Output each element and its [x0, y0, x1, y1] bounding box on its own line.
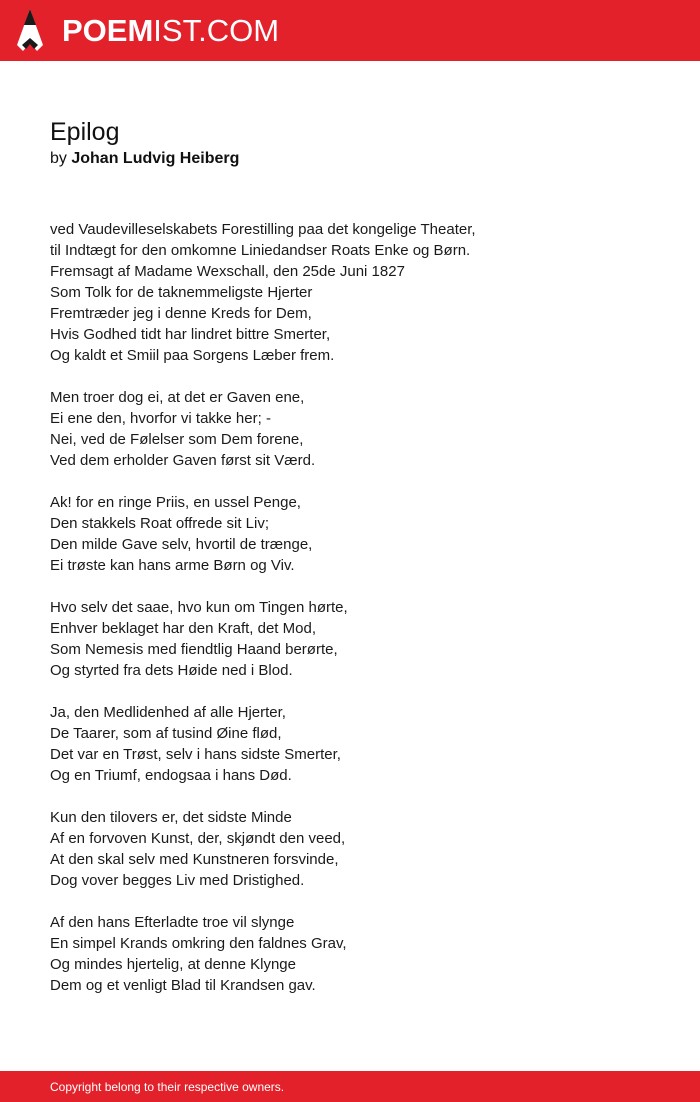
poem-line: Og en Triumf, endogsaa i hans Død.: [50, 767, 292, 784]
site-footer: [0, 1071, 700, 1102]
poem-line: Af den hans Efterladte troe vil slynge: [50, 914, 295, 931]
poem-stanza: [50, 597, 670, 681]
poem-line: Fremsagt af Madame Wexschall, den 25de Juni 1827: [50, 263, 405, 280]
poem-line: til Indtægt for den omkomne Liniedandser Roats Enke og Børn.: [50, 242, 471, 259]
poem-line: Den stakkels Roat offrede sit Liv;: [50, 515, 269, 532]
poem-stanza: [50, 912, 670, 996]
poem-line: Som Tolk for de taknemmeligste Hjerter: [50, 284, 313, 301]
poem-stanza: [50, 702, 670, 786]
poem-stanza: [50, 807, 670, 891]
poem-line: Som Nemesis med fiendtlig Haand berørte,: [50, 641, 338, 658]
poem-line: Ja, den Medlidenhed af alle Hjerter,: [50, 704, 286, 721]
poem-line: Hvo selv det saae, hvo kun om Tingen hørte,: [50, 599, 348, 616]
poem-title: Epilog: [50, 118, 120, 146]
poem-line: Fremtræder jeg i denne Kreds for Dem,: [50, 305, 312, 322]
poem-line: Den milde Gave selv, hvortil de trænge,: [50, 536, 313, 553]
poem-line: Og mindes hjertelig, at denne Klynge: [50, 956, 296, 973]
poem-stanza: [50, 492, 670, 576]
poem-line: ved Vaudevilleselskabets Forestilling paa det kongelige Theater,: [50, 221, 476, 238]
poem-stanza: [50, 219, 670, 366]
poem-body: [50, 219, 670, 1017]
poem-line: Men troer dog ei, at det er Gaven ene,: [50, 389, 305, 406]
poem-line: At den skal selv med Kunstneren forsvinde,: [50, 851, 339, 868]
poem-line: Ved dem erholder Gaven først sit Værd.: [50, 452, 316, 469]
site-header: [0, 0, 700, 61]
poem-line: Ei ene den, hvorfor vi takke her; -: [50, 410, 271, 427]
copyright-notice: Copyright belong to their respective owners.: [50, 1080, 285, 1094]
brand-light: IST.COM: [153, 13, 280, 48]
poem-line: Enhver beklaget har den Kraft, det Mod,: [50, 620, 316, 637]
poem-line: Og styrted fra dets Høide ned i Blod.: [50, 662, 293, 679]
poem-line: Og kaldt et Smiil paa Sorgens Læber frem.: [50, 347, 335, 364]
pencil-tip-icon[interactable]: [17, 9, 43, 51]
author-name: Johan Ludvig Heiberg: [71, 150, 240, 167]
poem-line: Ak! for en ringe Priis, en ussel Penge,: [50, 494, 301, 511]
site-logo-text[interactable]: [62, 13, 279, 49]
poem-line: Af en forvoven Kunst, der, skjøndt den veed,: [50, 830, 346, 847]
poem-line: Hvis Godhed tidt har lindret bittre Smerter,: [50, 326, 331, 343]
poem-line: Kun den tilovers er, det sidste Minde: [50, 809, 292, 826]
poem-stanza: [50, 387, 670, 471]
poem-line: Dog vover begges Liv med Dristighed.: [50, 872, 305, 889]
poem-line: En simpel Krands omkring den faldnes Grav,: [50, 935, 347, 952]
by-label: by: [50, 150, 67, 167]
brand-bold: POEM: [62, 13, 154, 48]
byline: [50, 149, 239, 169]
poem-line: Dem og et venligt Blad til Krandsen gav.: [50, 977, 316, 994]
poem-line: Nei, ved de Følelser som Dem forene,: [50, 431, 304, 448]
poem-line: Det var en Trøst, selv i hans sidste Smerter,: [50, 746, 341, 763]
poem-line: De Taarer, som af tusind Øine flød,: [50, 725, 282, 742]
poem-line: Ei trøste kan hans arme Børn og Viv.: [50, 557, 295, 574]
